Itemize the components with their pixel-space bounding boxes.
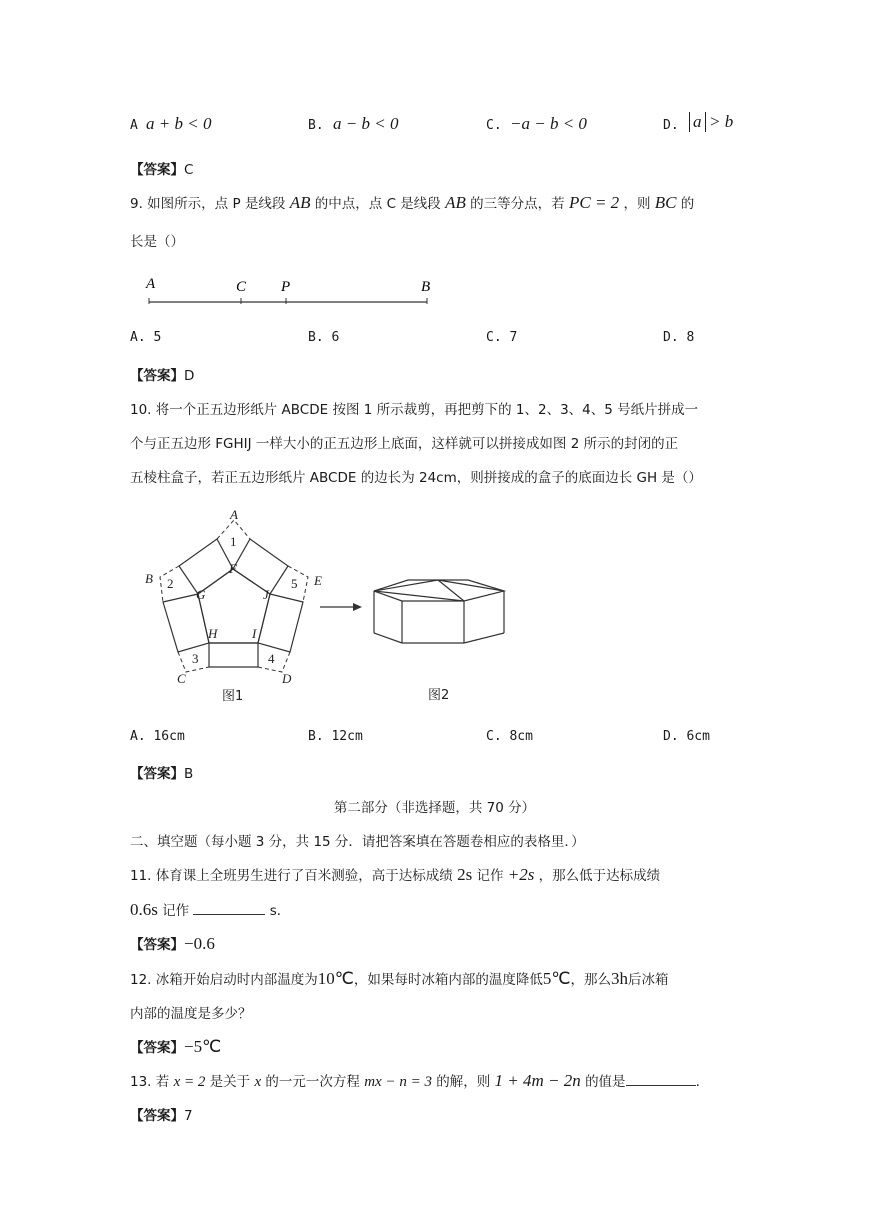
- answer-value: B: [184, 766, 194, 782]
- q13-text: 的解，则: [436, 1074, 491, 1090]
- q13-blank[interactable]: [626, 1085, 696, 1086]
- strip-hi: [209, 643, 258, 667]
- vertex-j: J: [263, 587, 269, 602]
- q9-text: 的中点，点 C 是线段: [314, 196, 441, 212]
- answer-value: D: [184, 368, 195, 384]
- q10-option-b: B. 12cm: [308, 729, 363, 744]
- answer-tag: 【答案】: [130, 766, 184, 782]
- math-0-6s: 0.6s: [130, 900, 158, 919]
- answer-tag: 【答案】: [130, 937, 184, 953]
- math-5c: 5℃: [542, 969, 571, 988]
- q12-line-2: 内部的温度是多少？: [130, 1006, 252, 1022]
- vertex-c: C: [177, 671, 186, 686]
- q11-line-2: [130, 899, 290, 920]
- q9-line-1: [130, 192, 694, 213]
- q13-line: [130, 1070, 700, 1091]
- q11-text: s．: [269, 903, 291, 919]
- q8-option-d-abs: a: [689, 112, 706, 132]
- piece-3: 3: [192, 651, 199, 666]
- q13-text: .: [695, 1074, 700, 1090]
- q8-option-d-rest: > b: [709, 112, 734, 131]
- vertex-b: B: [145, 571, 153, 586]
- q13-text: 13. 若: [130, 1074, 170, 1090]
- q12-text: ，那么: [570, 972, 611, 988]
- q8-option-b-letter: B.: [308, 118, 324, 133]
- answer-value: C: [184, 162, 194, 178]
- label-b: B: [421, 279, 431, 295]
- strip-fg: [179, 539, 233, 594]
- strip-gh: [163, 594, 209, 652]
- q8-option-c-letter: C.: [486, 118, 502, 133]
- q8-option-d-letter: D.: [663, 118, 679, 133]
- q9-option-b: B. 6: [308, 330, 340, 345]
- q13-answer: [130, 1104, 193, 1124]
- q8-option-a-expr: a + b < 0: [146, 114, 212, 133]
- figure-1-caption: 图1: [222, 689, 244, 704]
- math-plus-2s: +2s: [507, 865, 535, 884]
- math-ab: AB: [289, 193, 311, 212]
- q13-text: 是关于: [209, 1074, 251, 1090]
- q10-prism-figure: [368, 570, 518, 710]
- answer-tag: 【答案】: [130, 368, 184, 384]
- math-expression: 1 + 4m − 2n: [494, 1071, 581, 1090]
- math-equation: mx − n = 3: [364, 1074, 432, 1090]
- q8-option-a-letter: A: [130, 118, 138, 133]
- q9-answer: [130, 364, 194, 384]
- q12-line-1: [130, 968, 668, 989]
- answer-value: 7: [184, 1108, 193, 1124]
- piece-1: 1: [230, 534, 237, 549]
- q10-option-c: C. 8cm: [486, 729, 533, 744]
- q10-line-2: 个与正五边形 FGHIJ 一样大小的正五边形上底面，这样就可以拼接成如图 2 所示的封闭的正: [130, 436, 679, 452]
- q9-option-d: D. 8: [663, 330, 695, 345]
- q11-text: 记作: [162, 903, 190, 919]
- q11-text: ，那么低于达标成绩: [538, 868, 661, 884]
- vertex-a: A: [230, 507, 238, 522]
- label-a: A: [146, 276, 156, 292]
- q10-answer: [130, 762, 193, 782]
- q9-line-2: 长是（）: [130, 234, 184, 250]
- strip-ji: [258, 594, 303, 652]
- math-2s: 2s: [457, 865, 473, 884]
- math-3h: 3h: [610, 969, 628, 988]
- q10-pentagon-figure: [140, 505, 330, 710]
- q9-text: 9. 如图所示，点 P 是线段: [130, 196, 286, 212]
- q13-text: 的值是: [585, 1074, 626, 1090]
- label-p: P: [281, 279, 291, 295]
- math-bc: BC: [654, 193, 677, 212]
- q11-line-1: [130, 864, 660, 885]
- q8-answer: [130, 158, 193, 178]
- q10-line-3: 五棱柱盒子，若正五边形纸片 ABCDE 的边长为 24cm，则拼接成的盒子的底面边长 GH 是（）: [130, 470, 702, 486]
- part-2-title: 第二部分（非选择题，共 70 分）: [333, 800, 536, 816]
- q11-blank[interactable]: [193, 914, 265, 915]
- arrow-icon: [318, 600, 364, 614]
- vertex-i: I: [252, 626, 257, 641]
- vertex-f: F: [229, 561, 237, 576]
- math-pc: PC = 2: [568, 193, 620, 212]
- answer-tag: 【答案】: [130, 1040, 184, 1056]
- vertex-e: E: [314, 573, 322, 588]
- q11-text: 11. 体育课上全班男生进行了百米测验，高于达标成绩: [130, 868, 453, 884]
- figure-2-caption: 图2: [428, 688, 450, 703]
- math-10c: 10℃: [317, 969, 354, 988]
- vertex-g: G: [196, 587, 206, 602]
- label-c: C: [236, 279, 247, 295]
- q10-line-1: 10. 将一个正五边形纸片 ABCDE 按图 1 所示裁剪，再把剪下的 1、2、3、4、5 号纸片拼成一: [130, 402, 699, 418]
- math-x-eq-2: x = 2: [173, 1074, 206, 1090]
- q8-option-c-expr: −a − b < 0: [510, 114, 587, 133]
- q9-text: 的三等分点，若: [470, 196, 565, 212]
- piece-2: 2: [167, 576, 174, 591]
- strip-fj: [233, 539, 288, 594]
- vertex-d: D: [282, 671, 292, 686]
- q9-text: 的: [680, 196, 695, 212]
- answer-value: −0.6: [184, 934, 215, 953]
- vertex-h: H: [208, 626, 218, 641]
- q8-option-b-expr: a − b < 0: [333, 114, 399, 133]
- answer-value: −5℃: [184, 1037, 222, 1056]
- q12-text: 后冰箱: [627, 972, 669, 988]
- q12-text: ，如果每时冰箱内部的温度降低: [353, 972, 543, 988]
- answer-tag: 【答案】: [130, 162, 184, 178]
- piece-4: 4: [268, 651, 275, 666]
- q12-answer: [130, 1036, 221, 1057]
- q13-text: 的一元一次方程: [265, 1074, 360, 1090]
- q9-text: ，则: [623, 196, 651, 212]
- answer-tag: 【答案】: [130, 1108, 184, 1124]
- section-fill-in-title: 二、填空题（每小题 3 分，共 15 分．请把答案填在答题卷相应的表格里．）: [130, 834, 585, 850]
- q11-text: 记作: [476, 868, 504, 884]
- math-x: x: [254, 1074, 262, 1090]
- q10-option-a: A. 16cm: [130, 729, 185, 744]
- piece-5: 5: [291, 576, 298, 591]
- q9-option-c: C. 7: [486, 330, 518, 345]
- q10-option-d: D. 6cm: [663, 729, 710, 744]
- math-ab: AB: [445, 193, 466, 212]
- q11-answer: [130, 933, 215, 954]
- q12-text: 12. 冰箱开始启动时内部温度为: [130, 972, 318, 988]
- q9-option-a: A. 5: [130, 330, 162, 345]
- q8-options: [130, 112, 750, 142]
- q9-segment-figure: [140, 270, 440, 312]
